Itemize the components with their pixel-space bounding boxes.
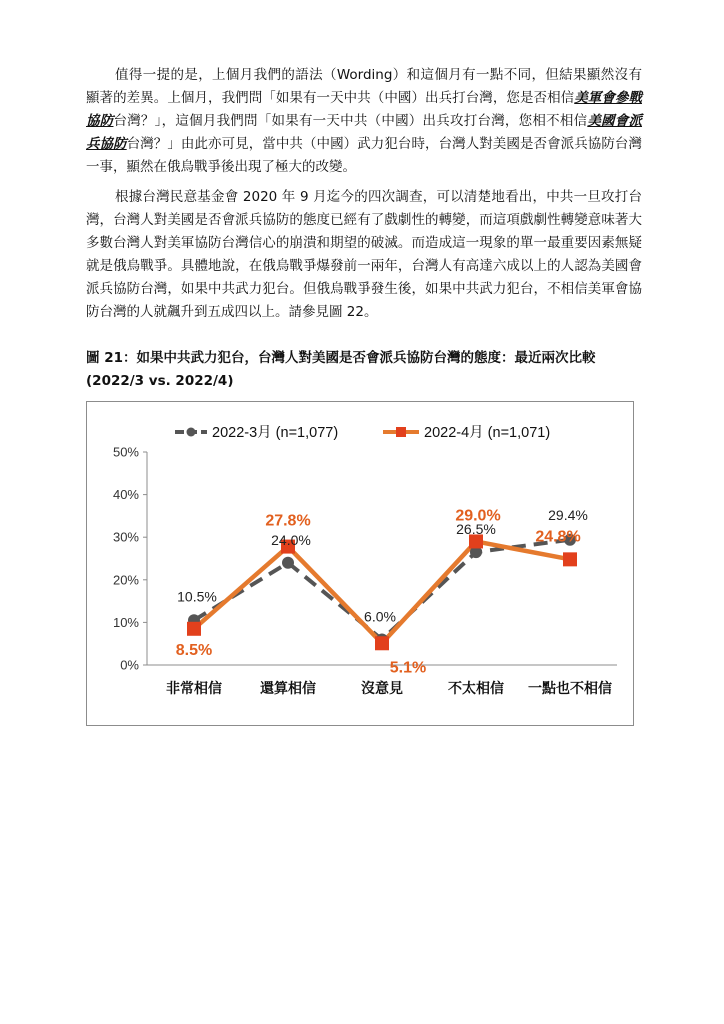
data-label-2022-4: 24.8% [535, 528, 581, 546]
point-2022-4 [563, 552, 577, 566]
data-label-2022-4: 29.0% [455, 507, 501, 525]
y-tick-label: 40% [112, 487, 139, 503]
data-label-2022-4: 27.8% [265, 512, 311, 530]
y-tick-label: 10% [112, 614, 139, 630]
legend-marker-2022-4 [396, 427, 406, 437]
p1-text-3: 台灣？」由此亦可見，當中共（中國）武力犯台時，台灣人對美國是否會派兵協防台灣一事，顯然在俄烏戰爭後出現了極大的改變。 [86, 136, 642, 175]
figure-caption: 圖 21：如果中共武力犯台，台灣人對美國是否會派兵協防台灣的態度：最近兩次比較 (2022/3 vs. 2022/4) [86, 350, 596, 389]
paragraph-wording-note [86, 64, 642, 179]
x-category-label: 一點也不相信 [528, 681, 612, 697]
chart-series [187, 531, 577, 651]
legend-label-2022-3: 2022-3月 (n=1,077) [212, 425, 339, 441]
p1-text-1: 值得一提的是，上個月我們的語法（Wording）和這個月有一點不同，但結果顯然沒有顯著的差異。上個月，我們問「如果有一天中共（中國）出兵打台灣，您是否相信 [86, 67, 642, 106]
p1-text-2: 台灣？」，這個月我們問「如果有一天中共（中國）出兵攻打台灣，您相不相信 [113, 113, 588, 129]
p1-emphasis-2: 美國會派兵協防 [86, 113, 643, 152]
data-label-2022-3: 6.0% [364, 608, 396, 625]
x-category-label: 沒意見 [361, 681, 403, 697]
series-line-2022-3 [194, 540, 570, 640]
line-chart [87, 402, 635, 727]
legend-label-2022-4: 2022-4月 (n=1,071) [424, 425, 551, 441]
data-label-2022-3: 24.0% [271, 531, 311, 548]
chart-frame [86, 401, 634, 726]
series-line-2022-4 [194, 541, 570, 643]
y-tick-label: 30% [112, 529, 139, 545]
x-category-label: 非常相信 [166, 681, 222, 697]
y-tick-label: 0% [120, 657, 139, 673]
data-label-2022-3: 29.4% [548, 506, 588, 523]
data-label-2022-3: 10.5% [177, 588, 217, 605]
point-2022-4 [375, 636, 389, 650]
y-tick-label: 20% [112, 572, 139, 588]
y-tick-label: 50% [112, 444, 139, 460]
point-2022-4 [187, 622, 201, 636]
x-category-label: 還算相信 [260, 681, 316, 697]
data-label-2022-4: 8.5% [175, 641, 213, 659]
legend-marker-2022-3 [187, 428, 196, 437]
data-label-2022-4: 5.1% [389, 659, 427, 677]
p1-emphasis-1: 美軍會參戰協防 [86, 90, 642, 129]
chart-legend [175, 424, 550, 441]
chart-axes [113, 445, 617, 698]
paragraph-survey-trend: 根據台灣民意基金會 2020 年 9 月迄今的四次調查，可以清楚地看出，中共一旦攻打台灣，台灣人對美國是否會派兵協防的態度已經有了戲劇性的轉變，而這項戲劇性轉變意味著大多數台灣人對美軍協防台灣信心的崩潰和期望的破滅。而造成這一現象的單一最重要因素無疑就是俄烏戰爭。具體地說，在俄烏戰爭爆發前一兩年，台灣人有高達六成以上的人認為美國會派兵協防台灣，如果中共武力犯台。但俄烏戰爭發生後，如果中共武力犯台，不相信美軍會協防台灣的人就飆升到五成四以上。請參見圖 22。 [86, 189, 642, 320]
point-2022-3 [282, 557, 294, 569]
data-label-2022-3: 26.5% [456, 521, 496, 538]
x-category-label: 不太相信 [448, 681, 504, 697]
